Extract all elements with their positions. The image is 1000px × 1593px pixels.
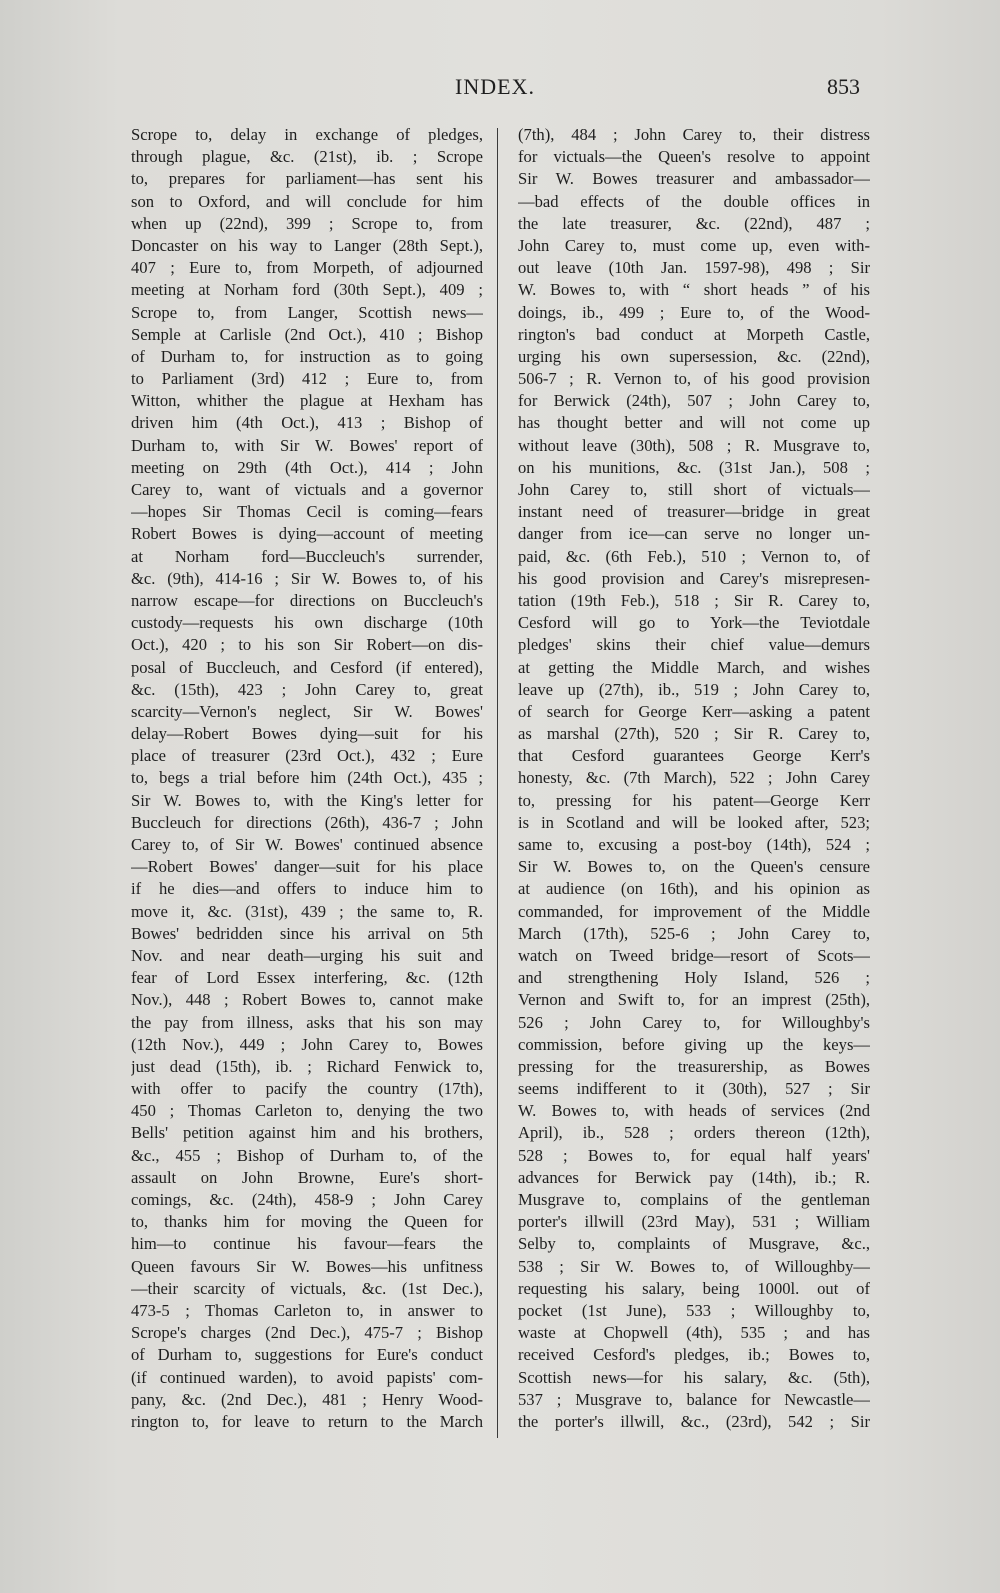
text-line: pocket (1st June), 533 ; Willoughby to, bbox=[518, 1300, 870, 1320]
text-line: Nov. and near death—urging his suit and bbox=[131, 945, 483, 965]
text-line: &c., 455 ; Bishop of Durham to, of the bbox=[131, 1145, 483, 1165]
text-line: the pay from illness, asks that his son may bbox=[131, 1012, 483, 1032]
text-line: of Durham to, suggestions for Eure's conduct bbox=[131, 1345, 483, 1365]
text-line: son to Oxford, and will conclude for him bbox=[131, 191, 483, 211]
text-line: Vernon and Swift to, for an imprest (25th), bbox=[518, 990, 870, 1010]
text-line: assault on John Browne, Eure's short- bbox=[131, 1167, 483, 1187]
text-line: porter's illwill (23rd May), 531 ; William bbox=[518, 1212, 870, 1232]
text-line: —Robert Bowes' danger—suit for his place bbox=[131, 857, 483, 877]
text-line: at getting the Middle March, and wishes bbox=[518, 657, 870, 677]
text-line: and strengthening Holy Island, 526 ; bbox=[518, 968, 870, 988]
text-line: 407 ; Eure to, from Morpeth, of adjourned bbox=[131, 258, 483, 278]
text-line: 450 ; Thomas Carleton to, denying the two bbox=[131, 1101, 483, 1121]
text-line: to, pressing for his patent—George Kerr bbox=[518, 790, 870, 810]
text-line: W. Bowes to, with heads of services (2nd bbox=[518, 1101, 870, 1121]
text-line: —bad effects of the double offices in bbox=[518, 191, 870, 211]
text-line: Musgrave to, complains of the gentleman bbox=[518, 1190, 870, 1209]
text-line: place of treasurer (23rd Oct.), 432 ; Eure bbox=[131, 746, 483, 766]
text-line: the late treasurer, &c. (22nd), 487 ; bbox=[518, 213, 870, 233]
column-divider bbox=[497, 128, 498, 1438]
text-line: leave up (27th), ib., 519 ; John Carey to, bbox=[518, 679, 870, 699]
text-line: move it, &c. (31st), 439 ; the same to, R. bbox=[131, 901, 483, 921]
text-line: Bells' petition against him and his brothers, bbox=[131, 1123, 483, 1143]
text-line: just dead (15th), ib. ; Richard Fenwick to, bbox=[131, 1056, 483, 1076]
text-line: advances for Berwick pay (14th), ib.; R. bbox=[518, 1167, 870, 1187]
text-line: Durham to, with Sir W. Bowes' report of bbox=[131, 435, 483, 455]
text-line: to Parliament (3rd) 412 ; Eure to, from bbox=[131, 369, 483, 389]
text-line: Nov.), 448 ; Robert Bowes to, cannot make bbox=[131, 990, 483, 1010]
text-line: honesty, &c. (7th March), 522 ; John Carey bbox=[518, 768, 870, 788]
text-line: rington's bad conduct at Morpeth Castle, bbox=[518, 324, 870, 344]
text-line: John Carey to, still short of victuals— bbox=[518, 480, 870, 499]
text-line: requesting his salary, being 1000l. out of bbox=[518, 1278, 870, 1298]
text-line: for Berwick (24th), 507 ; John Carey to, bbox=[518, 391, 870, 411]
text-line: watch on Tweed bridge—resort of Scots— bbox=[518, 945, 870, 965]
text-line: danger from ice—can serve no longer un- bbox=[518, 524, 870, 544]
text-line: without leave (30th), 508 ; R. Musgrave to, bbox=[518, 435, 870, 455]
text-line: March (17th), 525-6 ; John Carey to, bbox=[518, 923, 870, 943]
text-line: Robert Bowes is dying—account of meeting bbox=[131, 524, 483, 544]
text-line: Witton, whither the plague at Hexham has bbox=[131, 391, 483, 411]
text-line: (if continued warden), to avoid papists' com- bbox=[131, 1367, 483, 1387]
text-line: (7th), 484 ; John Carey to, their distress bbox=[518, 125, 870, 144]
text-line: Sir W. Bowes to, on the Queen's censure bbox=[518, 857, 870, 877]
text-line: 537 ; Musgrave to, balance for Newcastle— bbox=[518, 1389, 870, 1409]
text-line: Scrope to, delay in exchange of pledges, bbox=[131, 125, 483, 144]
page-title: INDEX. bbox=[455, 74, 535, 99]
text-line: doings, ib., 499 ; Eure to, of the Wood- bbox=[518, 302, 870, 322]
text-line: Queen favours Sir W. Bowes—his unfitness bbox=[131, 1256, 483, 1276]
left-column bbox=[131, 124, 483, 1444]
text-line: narrow escape—for directions on Buccleuch's bbox=[131, 590, 483, 610]
text-line: Buccleuch for directions (26th), 436-7 ; John bbox=[131, 812, 483, 832]
text-line: through plague, &c. (21st), ib. ; Scrope bbox=[131, 147, 483, 167]
text-line: Oct.), 420 ; to his son Sir Robert—on dis- bbox=[131, 635, 483, 655]
text-line: meeting at Norham ford (30th Sept.), 409 ; bbox=[131, 280, 483, 300]
text-line: Semple at Carlisle (2nd Oct.), 410 ; Bishop bbox=[131, 324, 483, 344]
text-line: Sir W. Bowes treasurer and ambassador— bbox=[518, 169, 870, 189]
text-line: —their scarcity of victuals, &c. (1st Dec.), bbox=[131, 1278, 483, 1298]
text-line: John Carey to, must come up, even with- bbox=[518, 235, 870, 255]
text-line: to, thanks him for moving the Queen for bbox=[131, 1212, 483, 1232]
text-line: out leave (10th Jan. 1597-98), 498 ; Sir bbox=[518, 258, 870, 278]
text-line: —hopes Sir Thomas Cecil is coming—fears bbox=[131, 502, 483, 522]
text-line: that Cesford guarantees George Kerr's bbox=[518, 746, 870, 766]
text-line: his good provision and Carey's misrepresen- bbox=[518, 568, 870, 588]
text-line: to, begs a trial before him (24th Oct.), 435 ; bbox=[131, 768, 483, 788]
text-line: rington to, for leave to return to the March bbox=[131, 1411, 483, 1431]
text-line: if he dies—and offers to induce him to bbox=[131, 879, 483, 899]
text-line: Bowes' bedridden since his arrival on 5th bbox=[131, 923, 483, 943]
text-line: comings, &c. (24th), 458-9 ; John Carey bbox=[131, 1190, 483, 1209]
text-line: to, prepares for parliament—has sent his bbox=[131, 169, 483, 189]
text-line: scarcity—Vernon's neglect, Sir W. Bowes' bbox=[131, 701, 483, 721]
text-line: received Cesford's pledges, ib.; Bowes to, bbox=[518, 1345, 870, 1365]
text-line: Cesford will go to York—the Teviotdale bbox=[518, 613, 870, 633]
text-line: Scrope's charges (2nd Dec.), 475-7 ; Bishop bbox=[131, 1323, 483, 1343]
text-line: of search for George Kerr—asking a patent bbox=[518, 701, 870, 721]
text-line: Doncaster on his way to Langer (28th Sept.), bbox=[131, 235, 483, 255]
text-line: waste at Chopwell (4th), 535 ; and has bbox=[518, 1323, 870, 1343]
text-line: pledges' skins their chief value—demurs bbox=[518, 635, 870, 655]
page-header bbox=[130, 74, 860, 114]
text-line: paid, &c. (6th Feb.), 510 ; Vernon to, of bbox=[518, 546, 870, 566]
text-line: delay—Robert Bowes dying—suit for his bbox=[131, 724, 483, 744]
text-line: April), ib., 528 ; orders thereon (12th), bbox=[518, 1123, 870, 1143]
text-line: him—to continue his favour—fears the bbox=[131, 1234, 483, 1254]
text-line: Carey to, want of victuals and a governor bbox=[131, 480, 483, 499]
text-line: Selby to, complaints of Musgrave, &c., bbox=[518, 1234, 870, 1254]
text-line: with offer to pacify the country (17th), bbox=[131, 1079, 483, 1099]
text-line: meeting on 29th (4th Oct.), 414 ; John bbox=[131, 457, 483, 477]
text-line: 506-7 ; R. Vernon to, of his good provision bbox=[518, 369, 870, 389]
text-line: commanded, for improvement of the Middle bbox=[518, 901, 870, 921]
text-line: W. Bowes to, with “ short heads ” of his bbox=[518, 280, 870, 300]
text-line: pany, &c. (2nd Dec.), 481 ; Henry Wood- bbox=[131, 1389, 483, 1409]
text-line: when up (22nd), 399 ; Scrope to, from bbox=[131, 213, 483, 233]
text-line: on his munitions, &c. (31st Jan.), 508 ; bbox=[518, 457, 870, 477]
text-line: Sir W. Bowes to, with the King's letter for bbox=[131, 790, 483, 810]
text-line: has thought better and will not come up bbox=[518, 413, 870, 433]
text-line: same to, excusing a post-boy (14th), 524 ; bbox=[518, 835, 870, 854]
page-number: 853 bbox=[827, 74, 860, 99]
text-line: commission, before giving up the keys— bbox=[518, 1034, 870, 1054]
text-line: Carey to, of Sir W. Bowes' continued absence bbox=[131, 835, 483, 854]
text-line: Scottish news—for his salary, &c. (5th), bbox=[518, 1367, 870, 1387]
right-column bbox=[518, 124, 870, 1444]
text-line: &c. (15th), 423 ; John Carey to, great bbox=[131, 679, 483, 699]
text-line: seems indifferent to it (30th), 527 ; Sir bbox=[518, 1079, 870, 1099]
text-line: at audience (on 16th), and his opinion as bbox=[518, 879, 870, 899]
text-line: 538 ; Sir W. Bowes to, of Willoughby— bbox=[518, 1256, 870, 1276]
text-line: of Durham to, for instruction as to going bbox=[131, 346, 483, 366]
text-line: fear of Lord Essex interfering, &c. (12th bbox=[131, 968, 483, 988]
text-line: for victuals—the Queen's resolve to appoint bbox=[518, 147, 870, 167]
text-line: &c. (9th), 414-16 ; Sir W. Bowes to, of his bbox=[131, 568, 483, 588]
text-line: 473-5 ; Thomas Carleton to, in answer to bbox=[131, 1300, 483, 1320]
text-line: the porter's illwill, &c., (23rd), 542 ; Sir bbox=[518, 1411, 870, 1431]
text-line: driven him (4th Oct.), 413 ; Bishop of bbox=[131, 413, 483, 433]
text-line: (12th Nov.), 449 ; John Carey to, Bowes bbox=[131, 1034, 483, 1054]
text-line: 526 ; John Carey to, for Willoughby's bbox=[518, 1012, 870, 1032]
text-line: tation (19th Feb.), 518 ; Sir R. Carey to, bbox=[518, 590, 870, 610]
text-line: posal of Buccleuch, and Cesford (if entered), bbox=[131, 657, 483, 677]
text-line: custody—requests his own discharge (10th bbox=[131, 613, 483, 633]
text-line: instant need of treasurer—bridge in great bbox=[518, 502, 870, 522]
text-line: Scrope to, from Langer, Scottish news— bbox=[131, 302, 483, 322]
text-line: urging his own supersession, &c. (22nd), bbox=[518, 346, 870, 366]
text-line: pressing for the treasurership, as Bowes bbox=[518, 1056, 870, 1076]
text-line: is in Scotland and will be looked after, 523; bbox=[518, 812, 870, 832]
text-line: as marshal (27th), 520 ; Sir R. Carey to, bbox=[518, 724, 870, 744]
text-line: 528 ; Bowes to, for equal half years' bbox=[518, 1145, 870, 1165]
text-line: at Norham ford—Buccleuch's surrender, bbox=[131, 546, 483, 566]
